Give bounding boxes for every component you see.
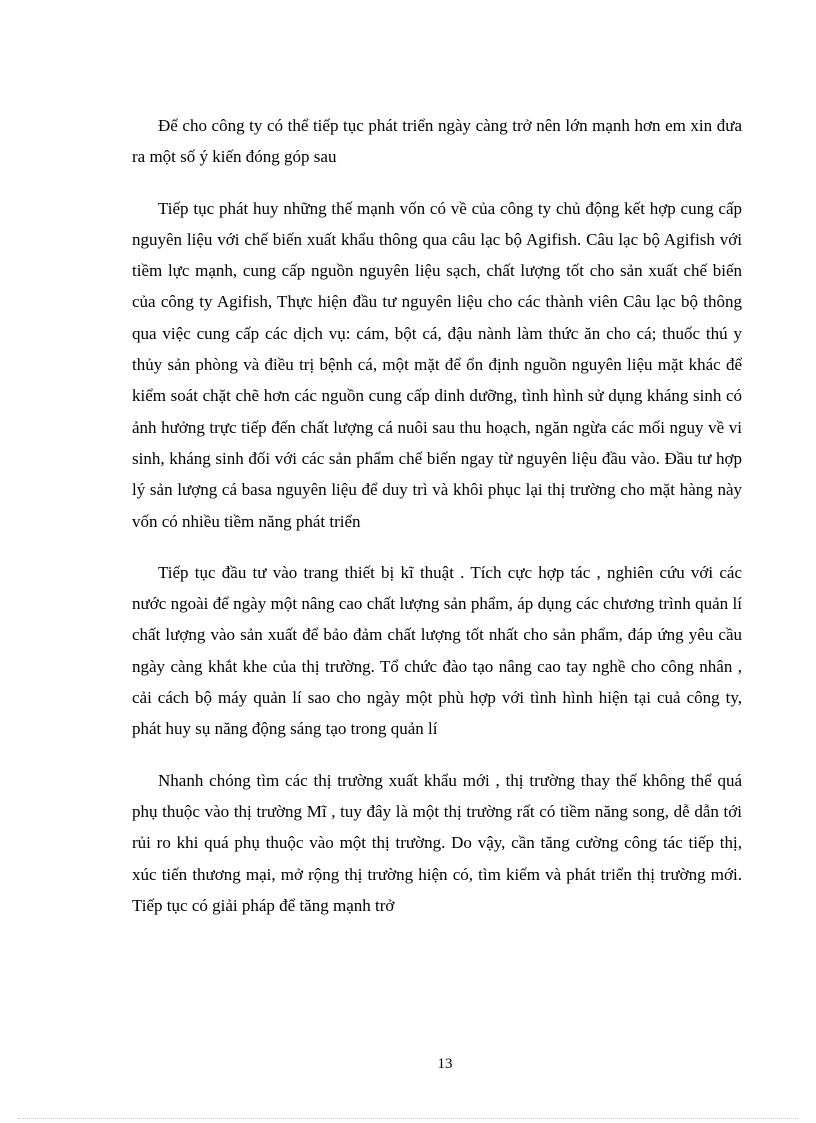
page-bottom-divider xyxy=(18,1118,798,1119)
body-text xyxy=(132,110,742,941)
paragraph-raw-materials: Tiếp tục phát huy những thế mạnh vốn có về của công ty chủ động kết hợp cung cấp nguyên liệu với chế biến xuất khẩu thông qua câu lạc bộ Agifish. Câu lạc bộ Agifish với tiềm lực mạnh, cung cấp nguồn nguyên liệu sạch, chất lượng tốt cho sản xuất chế biến của công ty Agifish, Thực hiện đầu tư nguyên liệu cho các thành viên Câu lạc bộ thông qua việc cung cấp các dịch vụ: cám, bột cá, đậu nành làm thức ăn cho cá; thuốc thú y thủy sản phòng và điều trị bệnh cá, một mặt để ổn định nguồn nguyên liệu mặt khác để kiểm soát chặt chẽ hơn các nguồn cung cấp dinh dưỡng, tình hình sử dụng kháng sinh có ảnh hưởng trực tiếp đến chất lượng cá nuôi sau thu hoạch, ngăn ngừa các mối nguy về vi sinh, kháng sinh đối với các sản phẩm chế biến ngay từ nguyên liệu đầu vào. Đầu tư hợp lý sản lượng cá basa nguyên liệu để duy trì và khôi phục lại thị trường cho mặt hàng này vốn có nhiều tiềm năng phát triển xyxy=(132,198,742,531)
paragraph-equipment: Tiếp tục đầu tư vào trang thiết bị kĩ thuật . Tích cực hợp tác , nghiên cứu với các nước ngoài để ngày một nâng cao chất lượng sản phẩm, áp dụng các chương trình quản lí chất lượng vào sản xuất để bảo đảm chất lượng tốt nhất cho sản phẩm, đáp ứng yêu cầu ngày càng khắt khe của thị trường. Tổ chức đào tạo nâng cao tay nghề cho công nhân , cải cách bộ máy quản lí sao cho ngày một phù hợp với tình hình hiện tại cuả công ty, phát huy sụ năng động sáng tạo trong quản lí xyxy=(132,562,742,739)
page-number: 13 xyxy=(437,1056,453,1072)
paragraph-intro: Để cho công ty có thể tiếp tục phát triển ngày càng trở nên lớn mạnh hơn em xin đưa ra một số ý kiến đóng góp sau xyxy=(132,116,742,167)
paragraph-new-markets: Nhanh chóng tìm các thị trường xuất khẩu mới , thị trường thay thế không thể quá phụ thuộc vào thị trường Mĩ , tuy đây là một thị trường rất có tiềm năng song, dễ dẫn tới rủi ro khi quá phụ thuộc vào một thị trường. Do vậy, cần tăng cường công tác tiếp thị, xúc tiến thương mại, mở rộng thị trường hiện có, tìm kiếm và phát triển thị trường mới. Tiếp tục có giải pháp để tăng mạnh trở xyxy=(132,770,742,915)
